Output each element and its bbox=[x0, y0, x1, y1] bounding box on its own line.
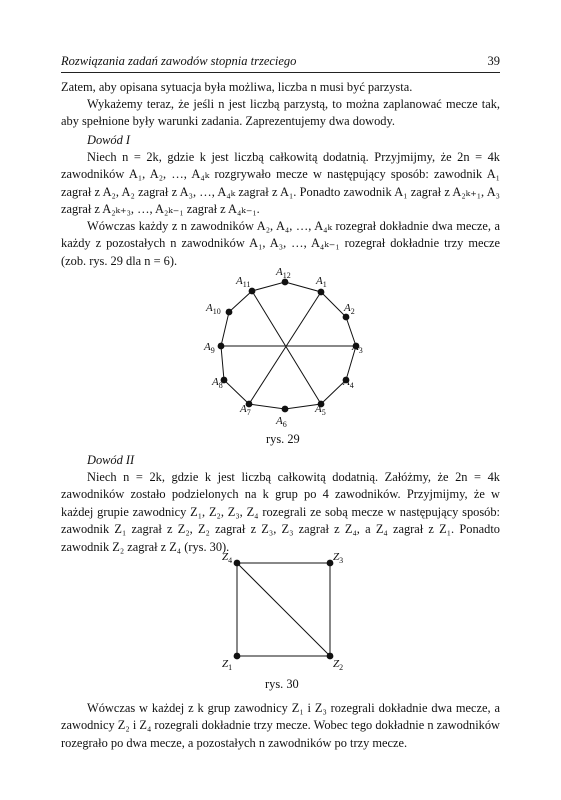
paragraph-conclusion: Zatem, aby opisana sytuacja była możliwa, liczba n musi być parzysta. bbox=[61, 80, 413, 94]
vertex-z4 bbox=[234, 560, 241, 567]
label-z3: $Z_3$ bbox=[333, 551, 344, 565]
figure-29-caption: rys. 29 bbox=[266, 432, 300, 446]
label-a9: $A_9$ bbox=[204, 341, 215, 355]
figure-30-labels bbox=[222, 551, 343, 672]
label-a8: $A_8$ bbox=[212, 376, 223, 390]
label-a4: $A_4$ bbox=[343, 376, 354, 390]
figure-29-labels bbox=[203, 266, 363, 429]
paragraph-claim: Wykażemy teraz, że jeśli n jest liczbą parzystą, to można zaplanować mecze tak, aby spełnione były warunki zadania. Zaprezentujemy dwa dowody. bbox=[61, 97, 500, 129]
label-z1: $Z_1$ bbox=[222, 658, 233, 672]
page-number: 39 bbox=[487, 54, 500, 68]
label-a10: $A_{10}$ bbox=[206, 302, 221, 316]
proof2-heading: Dowód II bbox=[87, 453, 135, 467]
figure-29-graph bbox=[221, 282, 356, 409]
vertex-a9 bbox=[218, 343, 225, 350]
label-a5: $A_5$ bbox=[315, 403, 326, 417]
vertex-a10 bbox=[226, 309, 233, 316]
label-a7: $A_7$ bbox=[240, 403, 251, 417]
label-z4: $Z_4$ bbox=[222, 551, 233, 565]
label-a2: $A_2$ bbox=[344, 302, 355, 316]
label-a11: $A_{11}$ bbox=[236, 275, 251, 289]
diagonal-z2-z4 bbox=[237, 563, 330, 656]
paragraph-proof1-result: Wówczas każdy z n zawodników A₂, A₄, …, A₄ₖ rozegrał dokładnie dwa mecze, a każdy z pozostałych n zawodników A₁, A₃, …, A₄ₖ₋₁ rozegrał dokładnie trzy mecze (zob. rys. 29 dla n = 6). bbox=[61, 219, 500, 268]
paragraph-proof1-construction: Niech n = 2k, gdzie k jest liczbą całkowitą dodatnią. Przyjmijmy, że 2n = 4k zawodników A₁, A₂, …, A₄ₖ rozgrywało mecze w następujący sposób: zawodnik A₁ zagrał z A₂, A₂ zagrał z A₃, …, A₄ₖ zagrał z A₁. Ponadto zawodnik A₁ zagrał z A₂ₖ₊₁, A₃ zagrał z A₂ₖ₊₃, …, A₂ₖ₋₁ zagrał z A₄ₖ₋₁. bbox=[61, 150, 500, 217]
figure-30-graph bbox=[237, 563, 330, 656]
vertex-a1 bbox=[318, 289, 325, 296]
paragraph-proof2-construction: Niech n = 2k, gdzie k jest liczbą całkowitą dodatnią. Załóżmy, że 2n = 4k zawodników zostało podzielonych na k grup po 4 zawodników. Przyjmijmy, że w każdej grupie zawodnicy Z₁, Z₂, Z₃, Z₄ rozegrali ze sobą mecze w następujący sposób: zawodnik Z₁ zagrał z Z₂, Z₂ zagrał z Z₃, Z₃ zagrał z Z₄, a Z₄ zagrał z Z₁. Ponadto zawodnik Z₂ zagrał z Z₄ (rys. 30). bbox=[61, 470, 500, 554]
label-a3: $A_3$ bbox=[352, 341, 363, 355]
label-a6: $A_6$ bbox=[276, 415, 287, 429]
label-a12: $A_{12}$ bbox=[276, 266, 291, 280]
vertex-a2 bbox=[343, 314, 350, 321]
label-z2: $Z_2$ bbox=[333, 658, 344, 672]
figure-30-caption: rys. 30 bbox=[265, 677, 299, 691]
vertex-z1 bbox=[234, 653, 241, 660]
vertex-a6 bbox=[282, 406, 289, 413]
proof1-heading: Dowód I bbox=[87, 133, 131, 147]
label-a1: $A_1$ bbox=[316, 275, 327, 289]
paragraph-proof2-result: Wówczas w każdej z k grup zawodnicy Z₁ i Z₃ rozegrali dokładnie dwa mecze, a zawodnicy Z₂ i Z₄ rozegrali dokładnie trzy mecze. Wobec tego dokładnie n zawodników rozegrało po dwa mecze, a pozostałych n zawodników po trzy mecze. bbox=[61, 701, 500, 750]
header-title: Rozwiązania zadań zawodów stopnia trzeciego bbox=[61, 54, 297, 68]
